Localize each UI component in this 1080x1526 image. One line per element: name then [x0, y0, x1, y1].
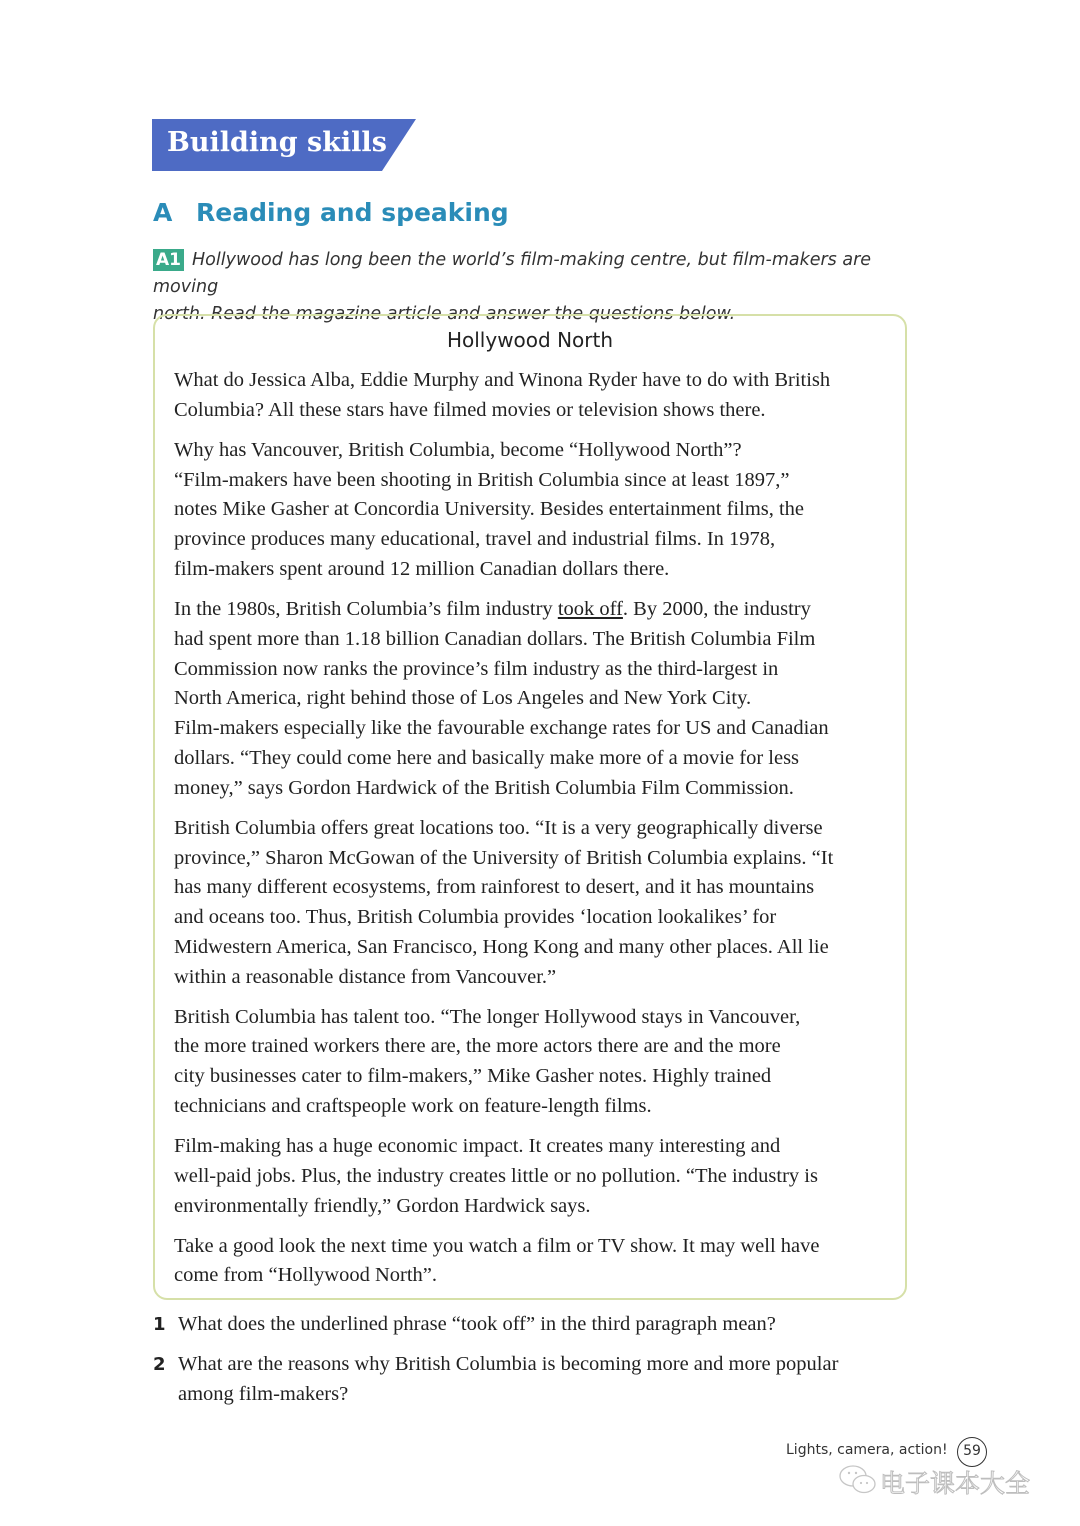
text-line: has many different ecosystems, from rainforest to desert, and it has mountains — [174, 876, 815, 899]
page-number: 59 — [957, 1437, 987, 1467]
article-body — [174, 366, 899, 1301]
instruction-line-1: Hollywood has long been the world’s film-making centre, but film-makers are moving — [153, 250, 872, 297]
article-box — [153, 314, 907, 1300]
text-line — [174, 595, 899, 625]
text-line: province,” Sharon McGowan of the University of British Columbia explains. “It — [174, 846, 834, 869]
banner-title: Building skills — [167, 127, 387, 158]
text-line: the more trained workers there are, the more actors there are and the more — [174, 1035, 781, 1058]
text-line: and oceans too. Thus, British Columbia provides ‘location lookalikes’ for — [174, 906, 777, 929]
question-item — [153, 1310, 923, 1340]
text-line: What do Jessica Alba, Eddie Murphy and Winona Ryder have to do with British — [174, 369, 831, 391]
article-title: Hollywood North — [446, 328, 614, 352]
text-line: Film-makers especially like the favourable exchange rates for US and Canadian — [174, 717, 829, 740]
paragraph-3 — [174, 595, 899, 804]
paragraph-7 — [174, 1232, 899, 1292]
text-line: had spent more than 1.18 billion Canadian dollars. The British Columbia Film — [174, 627, 816, 650]
text-line: Take a good look the next time you watch a film or TV show. It may well have — [174, 1234, 820, 1257]
paragraph-2 — [174, 436, 899, 585]
text-line: North America, right behind those of Los Angeles and New York City. — [174, 687, 752, 710]
question-list — [153, 1310, 923, 1419]
text-line: Columbia? All these stars have filmed movies or television shows there. — [174, 398, 766, 421]
text-line: among film-makers? — [178, 1382, 349, 1405]
text-line: dollars. “They could come here and basically make more of a movie for less — [174, 746, 800, 769]
text-line: province produces many educational, travel and industrial films. In 1978, — [174, 528, 776, 551]
section-letter: A — [153, 198, 173, 227]
instruction-line-2: north. Read the magazine article and answer the questions below. — [153, 304, 736, 324]
text-line: Why has Vancouver, British Columbia, become “Hollywood North”? — [174, 438, 742, 461]
text-line: money,” says Gordon Hardwick of the British Columbia Film Commission. — [174, 776, 794, 799]
text-line: Commission now ranks the province’s film industry as the third-largest in — [174, 657, 779, 680]
unit-title: Lights, camera, action! — [786, 1442, 948, 1458]
question-number: 2 — [153, 1353, 166, 1375]
question-text — [178, 1310, 776, 1340]
question-number: 1 — [153, 1314, 166, 1335]
text-line: within a reasonable distance from Vancouver.” — [174, 965, 557, 988]
section-heading — [153, 198, 509, 227]
question-text — [178, 1350, 838, 1410]
text-line: “Film-makers have been shooting in British Columbia since at least 1897,” — [174, 468, 790, 491]
underlined-phrase: took off — [557, 597, 623, 620]
question-item — [153, 1350, 923, 1410]
watermark-text: 电子课本大全 — [880, 1469, 1031, 1498]
text-line: come from “Hollywood North”. — [174, 1264, 438, 1287]
text-line: Midwestern America, San Francisco, Hong Kong and many other places. All lie — [174, 935, 829, 958]
paragraph-6 — [174, 1132, 899, 1221]
text-line: What does the underlined phrase “took off” in the third paragraph mean? — [178, 1313, 776, 1335]
paragraph-5 — [174, 1003, 899, 1122]
text-line: What are the reasons why British Columbia is becoming more and more popular — [178, 1352, 839, 1375]
paragraph-4 — [174, 814, 899, 993]
text-line: environmentally friendly,” Gordon Hardwick says. — [174, 1194, 591, 1217]
watermark — [838, 1462, 1053, 1502]
text-line: Film-making has a huge economic impact. It creates many interesting and — [174, 1135, 781, 1158]
section-title: Reading and speaking — [196, 198, 509, 227]
activity-badge: A1 — [153, 249, 184, 271]
text-line: technicians and craftspeople work on feature-length films. — [174, 1095, 652, 1118]
text-segment: . By 2000, the industry — [622, 597, 811, 620]
text-line: city businesses cater to film-makers,” Mike Gasher notes. Highly trained — [174, 1065, 772, 1088]
text-line: film-makers spent around 12 million Canadian dollars there. — [174, 557, 670, 580]
text-line: British Columbia has talent too. “The longer Hollywood stays in Vancouver, — [174, 1005, 801, 1028]
text-line: British Columbia offers great locations too. “It is a very geographically diverse — [174, 816, 823, 839]
text-line: well-paid jobs. Plus, the industry creates little or no pollution. “The industry is — [174, 1164, 818, 1187]
wechat-icon — [838, 1462, 878, 1498]
section-banner — [152, 119, 416, 171]
text-line: notes Mike Gasher at Concordia University. Besides entertainment films, the — [174, 498, 805, 521]
text-segment: In the 1980s, British Columbia’s film industry — [174, 597, 558, 620]
paragraph-1 — [174, 366, 899, 426]
